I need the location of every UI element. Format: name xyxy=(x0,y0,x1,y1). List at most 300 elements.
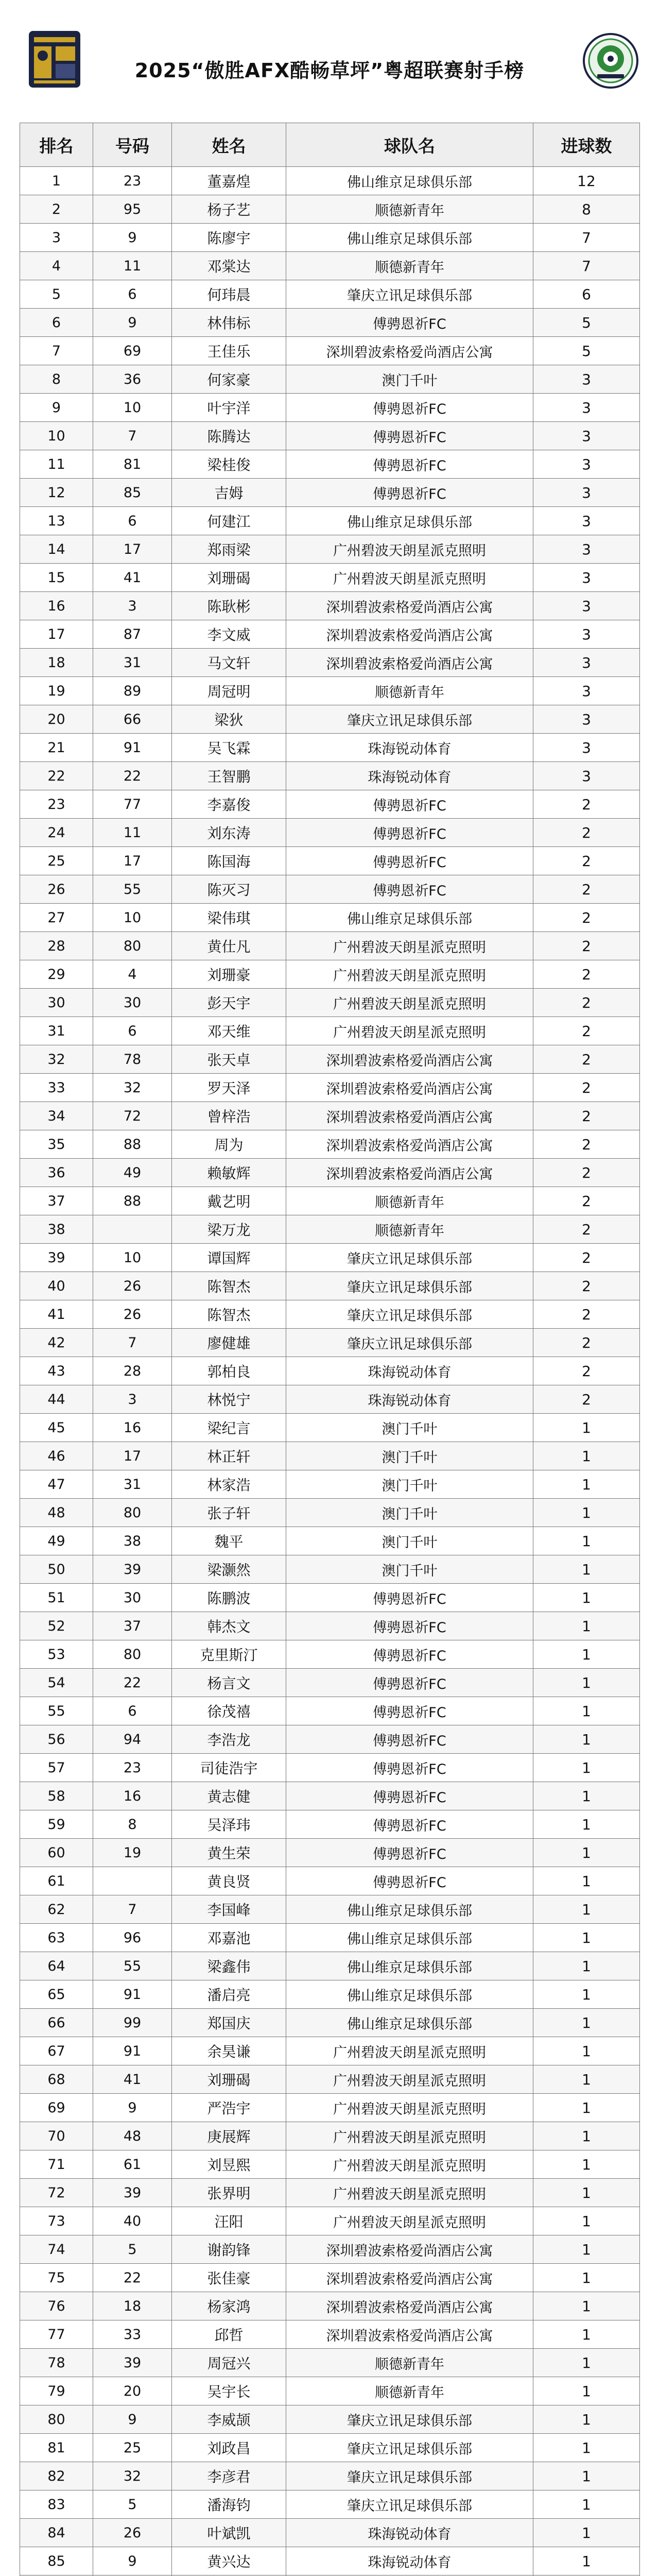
cell-goals: 5 xyxy=(533,337,640,365)
cell-rank: 37 xyxy=(20,1187,93,1215)
table-row xyxy=(20,2490,640,2519)
page-header xyxy=(0,0,659,120)
cell-name: 刘昱熙 xyxy=(172,2150,286,2179)
cell-rank: 52 xyxy=(20,1612,93,1640)
cell-name: 吴宇长 xyxy=(172,2377,286,2405)
cell-goals: 3 xyxy=(533,734,640,762)
table-row xyxy=(20,2009,640,2037)
cell-goals: 2 xyxy=(533,1244,640,1272)
table-row xyxy=(20,1357,640,1385)
cell-name: 梁鑫伟 xyxy=(172,1952,286,1980)
cell-rank: 80 xyxy=(20,2405,93,2434)
cell-goals: 1 xyxy=(533,2037,640,2065)
cell-number: 5 xyxy=(93,2490,172,2519)
cell-team: 傅骋恩祈FC xyxy=(286,1867,533,1895)
cell-number: 88 xyxy=(93,1187,172,1215)
cell-name: 郭柏良 xyxy=(172,1357,286,1385)
cell-number: 5 xyxy=(93,2235,172,2264)
scorers-table xyxy=(20,123,640,2576)
cell-team: 广州碧波天朗星派克照明 xyxy=(286,2037,533,2065)
cell-team: 深圳碧波索格爱尚酒店公寓 xyxy=(286,649,533,677)
cell-number: 91 xyxy=(93,1980,172,2009)
cell-number: 31 xyxy=(93,649,172,677)
cell-goals: 7 xyxy=(533,224,640,252)
cell-goals: 1 xyxy=(533,2434,640,2462)
cell-name: 王智鹏 xyxy=(172,762,286,790)
cell-team: 佛山维京足球俱乐部 xyxy=(286,1924,533,1952)
cell-rank: 46 xyxy=(20,1442,93,1470)
cell-rank: 14 xyxy=(20,535,93,564)
cell-team: 傅骋恩祈FC xyxy=(286,479,533,507)
cell-name: 董嘉煌 xyxy=(172,167,286,195)
table-row xyxy=(20,1782,640,1810)
table-row xyxy=(20,620,640,649)
cell-rank: 66 xyxy=(20,2009,93,2037)
cell-name: 叶宇洋 xyxy=(172,394,286,422)
cell-name: 陈智杰 xyxy=(172,1300,286,1329)
cell-number: 96 xyxy=(93,1924,172,1952)
cell-number: 6 xyxy=(93,507,172,535)
table-header-row xyxy=(20,123,640,167)
table-row xyxy=(20,762,640,790)
cell-name: 刘珊碣 xyxy=(172,564,286,592)
cell-goals: 1 xyxy=(533,2320,640,2349)
league-logo-icon xyxy=(27,29,82,90)
cell-goals: 2 xyxy=(533,790,640,819)
cell-name: 梁灏然 xyxy=(172,1555,286,1584)
cell-goals: 1 xyxy=(533,2547,640,2575)
cell-name: 刘珊碣 xyxy=(172,2065,286,2094)
cell-name: 叶斌凯 xyxy=(172,2519,286,2547)
header-number: 号码 xyxy=(93,123,172,167)
cell-rank: 40 xyxy=(20,1272,93,1300)
cell-goals: 2 xyxy=(533,1102,640,1130)
cell-goals: 3 xyxy=(533,422,640,450)
cell-team: 澳门千叶 xyxy=(286,1499,533,1527)
cell-goals: 1 xyxy=(533,2264,640,2292)
header-team: 球队名 xyxy=(286,123,533,167)
cell-team: 广州碧波天朗星派克照明 xyxy=(286,2179,533,2207)
cell-name: 彭天宇 xyxy=(172,989,286,1017)
table-row xyxy=(20,1754,640,1782)
table-row xyxy=(20,450,640,479)
table-row xyxy=(20,337,640,365)
cell-team: 肇庆立讯足球俱乐部 xyxy=(286,1300,533,1329)
cell-number: 6 xyxy=(93,1017,172,1045)
cell-name: 李威颉 xyxy=(172,2405,286,2434)
cell-team: 佛山维京足球俱乐部 xyxy=(286,1980,533,2009)
cell-rank: 61 xyxy=(20,1867,93,1895)
cell-goals: 1 xyxy=(533,1725,640,1754)
cell-team: 傅骋恩祈FC xyxy=(286,1584,533,1612)
cell-goals: 1 xyxy=(533,2462,640,2490)
cell-number: 48 xyxy=(93,2122,172,2150)
table-row xyxy=(20,535,640,564)
cell-goals: 2 xyxy=(533,847,640,875)
cell-rank: 44 xyxy=(20,1385,93,1414)
cell-rank: 43 xyxy=(20,1357,93,1385)
table-row xyxy=(20,1612,640,1640)
cell-team: 佛山维京足球俱乐部 xyxy=(286,224,533,252)
table-row xyxy=(20,819,640,847)
table-row xyxy=(20,1215,640,1244)
cell-rank: 31 xyxy=(20,1017,93,1045)
cell-goals: 1 xyxy=(533,1895,640,1924)
cell-name: 汪阳 xyxy=(172,2207,286,2235)
cell-number: 9 xyxy=(93,2405,172,2434)
cell-team: 广州碧波天朗星派克照明 xyxy=(286,960,533,989)
cell-rank: 7 xyxy=(20,337,93,365)
cell-rank: 74 xyxy=(20,2235,93,2264)
cell-team: 广州碧波天朗星派克照明 xyxy=(286,2150,533,2179)
cell-rank: 63 xyxy=(20,1924,93,1952)
cell-name: 克里斯汀 xyxy=(172,1640,286,1669)
cell-name: 梁狄 xyxy=(172,705,286,734)
cell-name: 吉姆 xyxy=(172,479,286,507)
cell-team: 傅骋恩祈FC xyxy=(286,1810,533,1839)
table-row xyxy=(20,875,640,904)
cell-team: 顺德新青年 xyxy=(286,2349,533,2377)
cell-name: 韩杰文 xyxy=(172,1612,286,1640)
cell-goals: 3 xyxy=(533,705,640,734)
cell-team: 佛山维京足球俱乐部 xyxy=(286,904,533,932)
cell-goals: 1 xyxy=(533,1669,640,1697)
cell-goals: 2 xyxy=(533,1045,640,1074)
cell-name: 潘海钧 xyxy=(172,2490,286,2519)
cell-team: 肇庆立讯足球俱乐部 xyxy=(286,2490,533,2519)
cell-rank: 23 xyxy=(20,790,93,819)
cell-number: 49 xyxy=(93,1159,172,1187)
cell-team: 肇庆立讯足球俱乐部 xyxy=(286,2462,533,2490)
table-row xyxy=(20,1810,640,1839)
cell-number: 37 xyxy=(93,1612,172,1640)
cell-name: 郑国庆 xyxy=(172,2009,286,2037)
cell-number: 32 xyxy=(93,1074,172,1102)
cell-team: 佛山维京足球俱乐部 xyxy=(286,2009,533,2037)
cell-name: 潘启亮 xyxy=(172,1980,286,2009)
cell-rank: 83 xyxy=(20,2490,93,2519)
table-row xyxy=(20,2405,640,2434)
cell-number: 91 xyxy=(93,2037,172,2065)
cell-rank: 28 xyxy=(20,932,93,960)
table-row xyxy=(20,1669,640,1697)
cell-name: 陈灭习 xyxy=(172,875,286,904)
cell-name: 刘政昌 xyxy=(172,2434,286,2462)
cell-name: 梁桂俊 xyxy=(172,450,286,479)
cell-number: 78 xyxy=(93,1045,172,1074)
table-row xyxy=(20,1527,640,1555)
cell-team: 深圳碧波索格爱尚酒店公寓 xyxy=(286,1159,533,1187)
cell-rank: 22 xyxy=(20,762,93,790)
cell-rank: 6 xyxy=(20,309,93,337)
cell-number: 80 xyxy=(93,1640,172,1669)
cell-goals: 1 xyxy=(533,1527,640,1555)
table-row xyxy=(20,1102,640,1130)
cell-goals: 3 xyxy=(533,677,640,705)
cell-number: 36 xyxy=(93,365,172,394)
table-row xyxy=(20,365,640,394)
cell-name: 邱哲 xyxy=(172,2320,286,2349)
cell-goals: 7 xyxy=(533,252,640,280)
table-row xyxy=(20,1839,640,1867)
cell-number: 9 xyxy=(93,309,172,337)
cell-name: 李嘉俊 xyxy=(172,790,286,819)
header-rank: 排名 xyxy=(20,123,93,167)
table-row xyxy=(20,1980,640,2009)
cell-team: 广州碧波天朗星派克照明 xyxy=(286,932,533,960)
cell-goals: 2 xyxy=(533,904,640,932)
cell-number: 55 xyxy=(93,1952,172,1980)
cell-name: 张天卓 xyxy=(172,1045,286,1074)
cell-number: 3 xyxy=(93,592,172,620)
cell-team: 珠海锐动体育 xyxy=(286,734,533,762)
cell-number: 17 xyxy=(93,1442,172,1470)
cell-team: 傅骋恩祈FC xyxy=(286,309,533,337)
cell-goals: 1 xyxy=(533,1839,640,1867)
cell-rank: 5 xyxy=(20,280,93,309)
cell-goals: 2 xyxy=(533,819,640,847)
cell-rank: 53 xyxy=(20,1640,93,1669)
cell-name: 刘珊豪 xyxy=(172,960,286,989)
cell-rank: 30 xyxy=(20,989,93,1017)
cell-number: 40 xyxy=(93,2207,172,2235)
cell-number: 6 xyxy=(93,1697,172,1725)
cell-number: 61 xyxy=(93,2150,172,2179)
cell-team: 佛山维京足球俱乐部 xyxy=(286,1952,533,1980)
cell-team: 广州碧波天朗星派克照明 xyxy=(286,535,533,564)
cell-rank: 67 xyxy=(20,2037,93,2065)
table-row xyxy=(20,2065,640,2094)
table-row xyxy=(20,1385,640,1414)
cell-team: 顺德新青年 xyxy=(286,252,533,280)
cell-goals: 3 xyxy=(533,450,640,479)
cell-rank: 9 xyxy=(20,394,93,422)
table-row xyxy=(20,1187,640,1215)
cell-rank: 54 xyxy=(20,1669,93,1697)
cell-team: 广州碧波天朗星派克照明 xyxy=(286,2065,533,2094)
cell-team: 珠海锐动体育 xyxy=(286,762,533,790)
cell-number: 22 xyxy=(93,2264,172,2292)
cell-goals: 2 xyxy=(533,1130,640,1159)
cell-rank: 17 xyxy=(20,620,93,649)
cell-number: 99 xyxy=(93,2009,172,2037)
cell-rank: 2 xyxy=(20,195,93,224)
cell-rank: 34 xyxy=(20,1102,93,1130)
cell-rank: 62 xyxy=(20,1895,93,1924)
cell-rank: 79 xyxy=(20,2377,93,2405)
cell-team: 傅骋恩祈FC xyxy=(286,875,533,904)
cell-rank: 69 xyxy=(20,2094,93,2122)
cell-team: 傅骋恩祈FC xyxy=(286,450,533,479)
cell-goals: 1 xyxy=(533,1499,640,1527)
table-row xyxy=(20,507,640,535)
cell-number: 6 xyxy=(93,280,172,309)
cell-goals: 2 xyxy=(533,1017,640,1045)
cell-name: 刘东涛 xyxy=(172,819,286,847)
cell-goals: 2 xyxy=(533,1329,640,1357)
table-row xyxy=(20,592,640,620)
table-row xyxy=(20,167,640,195)
cell-number: 22 xyxy=(93,762,172,790)
cell-number: 95 xyxy=(93,195,172,224)
cell-number: 81 xyxy=(93,450,172,479)
cell-number: 30 xyxy=(93,1584,172,1612)
cell-goals: 1 xyxy=(533,1612,640,1640)
cell-name: 黄生荣 xyxy=(172,1839,286,1867)
cell-team: 傅骋恩祈FC xyxy=(286,1640,533,1669)
cell-number: 41 xyxy=(93,2065,172,2094)
cell-rank: 12 xyxy=(20,479,93,507)
cell-team: 澳门千叶 xyxy=(286,1470,533,1499)
cell-name: 魏平 xyxy=(172,1527,286,1555)
cell-rank: 32 xyxy=(20,1045,93,1074)
cell-name: 林家浩 xyxy=(172,1470,286,1499)
cell-team: 傅骋恩祈FC xyxy=(286,819,533,847)
cell-team: 傅骋恩祈FC xyxy=(286,1669,533,1697)
cell-rank: 45 xyxy=(20,1414,93,1442)
cell-goals: 1 xyxy=(533,1782,640,1810)
cell-goals: 3 xyxy=(533,649,640,677)
table-row xyxy=(20,1244,640,1272)
table-row xyxy=(20,1159,640,1187)
cell-rank: 33 xyxy=(20,1074,93,1102)
cell-number: 85 xyxy=(93,479,172,507)
cell-rank: 76 xyxy=(20,2292,93,2320)
cell-number: 7 xyxy=(93,1895,172,1924)
cell-team: 广州碧波天朗星派克照明 xyxy=(286,989,533,1017)
cell-rank: 84 xyxy=(20,2519,93,2547)
cell-team: 佛山维京足球俱乐部 xyxy=(286,1895,533,1924)
cell-rank: 11 xyxy=(20,450,93,479)
cell-name: 戴艺明 xyxy=(172,1187,286,1215)
cell-rank: 38 xyxy=(20,1215,93,1244)
cell-number: 20 xyxy=(93,2377,172,2405)
cell-rank: 72 xyxy=(20,2179,93,2207)
cell-number xyxy=(93,1867,172,1895)
cell-goals: 2 xyxy=(533,875,640,904)
cell-rank: 56 xyxy=(20,1725,93,1754)
cell-number: 38 xyxy=(93,1527,172,1555)
cell-name: 陈耿彬 xyxy=(172,592,286,620)
cell-name: 黄仕凡 xyxy=(172,932,286,960)
cell-goals: 3 xyxy=(533,394,640,422)
cell-rank: 20 xyxy=(20,705,93,734)
cell-name: 曾梓浩 xyxy=(172,1102,286,1130)
cell-team: 珠海锐动体育 xyxy=(286,2547,533,2575)
cell-team: 肇庆立讯足球俱乐部 xyxy=(286,1272,533,1300)
cell-team: 佛山维京足球俱乐部 xyxy=(286,167,533,195)
cell-name: 李国峰 xyxy=(172,1895,286,1924)
cell-number: 9 xyxy=(93,224,172,252)
association-emblem-icon xyxy=(582,32,639,90)
cell-number: 7 xyxy=(93,422,172,450)
cell-name: 李彦君 xyxy=(172,2462,286,2490)
cell-name: 林伟标 xyxy=(172,309,286,337)
cell-number: 10 xyxy=(93,1244,172,1272)
cell-name: 周冠明 xyxy=(172,677,286,705)
cell-name: 梁纪言 xyxy=(172,1414,286,1442)
cell-team: 深圳碧波索格爱尚酒店公寓 xyxy=(286,1045,533,1074)
cell-goals: 1 xyxy=(533,2150,640,2179)
cell-number: 88 xyxy=(93,1130,172,1159)
cell-name: 何玮晨 xyxy=(172,280,286,309)
cell-goals: 1 xyxy=(533,2094,640,2122)
table-row xyxy=(20,904,640,932)
table-row xyxy=(20,224,640,252)
cell-rank: 81 xyxy=(20,2434,93,2462)
cell-name: 余昊谦 xyxy=(172,2037,286,2065)
cell-name: 张界明 xyxy=(172,2179,286,2207)
cell-name: 谭国辉 xyxy=(172,1244,286,1272)
cell-rank: 48 xyxy=(20,1499,93,1527)
table-row xyxy=(20,705,640,734)
header-goals: 进球数 xyxy=(533,123,640,167)
table-row xyxy=(20,1130,640,1159)
table-row xyxy=(20,195,640,224)
table-row xyxy=(20,1895,640,1924)
cell-goals: 2 xyxy=(533,960,640,989)
table-row xyxy=(20,422,640,450)
table-row xyxy=(20,1045,640,1074)
cell-goals: 8 xyxy=(533,195,640,224)
cell-rank: 65 xyxy=(20,1980,93,2009)
cell-number: 94 xyxy=(93,1725,172,1754)
cell-goals: 2 xyxy=(533,932,640,960)
table-row xyxy=(20,734,640,762)
cell-rank: 73 xyxy=(20,2207,93,2235)
table-row xyxy=(20,309,640,337)
table-row xyxy=(20,2519,640,2547)
cell-number: 4 xyxy=(93,960,172,989)
cell-name: 何家豪 xyxy=(172,365,286,394)
cell-rank: 4 xyxy=(20,252,93,280)
cell-team: 深圳碧波索格爱尚酒店公寓 xyxy=(286,1074,533,1102)
cell-goals: 1 xyxy=(533,1555,640,1584)
cell-number: 41 xyxy=(93,564,172,592)
cell-number: 10 xyxy=(93,904,172,932)
cell-name: 王佳乐 xyxy=(172,337,286,365)
cell-team: 深圳碧波索格爱尚酒店公寓 xyxy=(286,620,533,649)
cell-name: 罗天泽 xyxy=(172,1074,286,1102)
cell-goals: 1 xyxy=(533,2235,640,2264)
cell-goals: 1 xyxy=(533,2065,640,2094)
cell-goals: 12 xyxy=(533,167,640,195)
table-row xyxy=(20,1952,640,1980)
cell-name: 陈廖宇 xyxy=(172,224,286,252)
cell-number: 22 xyxy=(93,1669,172,1697)
cell-goals: 1 xyxy=(533,2405,640,2434)
cell-name: 谢韵锋 xyxy=(172,2235,286,2264)
cell-goals: 3 xyxy=(533,535,640,564)
table-row xyxy=(20,932,640,960)
scorers-table-container xyxy=(20,123,639,2576)
cell-goals: 6 xyxy=(533,280,640,309)
cell-rank: 29 xyxy=(20,960,93,989)
cell-goals: 1 xyxy=(533,1754,640,1782)
cell-number: 91 xyxy=(93,734,172,762)
cell-goals: 2 xyxy=(533,1074,640,1102)
table-row xyxy=(20,1725,640,1754)
cell-name: 司徒浩宇 xyxy=(172,1754,286,1782)
cell-goals: 1 xyxy=(533,1867,640,1895)
cell-name: 黄兴达 xyxy=(172,2547,286,2575)
cell-name: 周冠兴 xyxy=(172,2349,286,2377)
cell-number: 39 xyxy=(93,2349,172,2377)
cell-goals: 1 xyxy=(533,2490,640,2519)
cell-rank: 68 xyxy=(20,2065,93,2094)
cell-rank: 57 xyxy=(20,1754,93,1782)
cell-name: 张佳豪 xyxy=(172,2264,286,2292)
